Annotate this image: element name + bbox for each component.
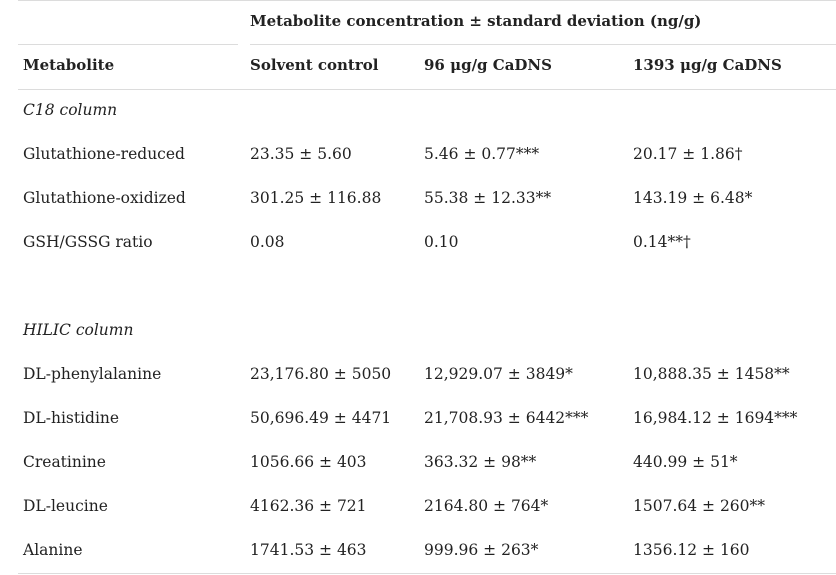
table-row-metabolite: GSH/GSSG ratio bbox=[23, 233, 153, 251]
table-cell: 5.46 ± 0.77*** bbox=[424, 145, 540, 163]
table-cell: 1056.66 ± 403 bbox=[250, 453, 367, 471]
table-cell: 1507.64 ± 260** bbox=[633, 497, 766, 515]
table-cell: 999.96 ± 263* bbox=[424, 541, 539, 559]
section-title-hilic: HILIC column bbox=[23, 321, 134, 339]
column-header-96-cadns: 96 μg/g CaDNS bbox=[424, 56, 552, 74]
table-cell: 23.35 ± 5.60 bbox=[250, 145, 352, 163]
table-cell: 440.99 ± 51* bbox=[633, 453, 738, 471]
table-cell: 1741.53 ± 463 bbox=[250, 541, 367, 559]
table-row-metabolite: Glutathione-oxidized bbox=[23, 189, 186, 207]
table-cell: 12,929.07 ± 3849* bbox=[424, 365, 573, 383]
table-row-metabolite: Alanine bbox=[23, 541, 83, 559]
section-title-c18: C18 column bbox=[23, 101, 118, 119]
table-row-metabolite: DL-leucine bbox=[23, 497, 108, 515]
table-cell: 21,708.93 ± 6442*** bbox=[424, 409, 589, 427]
table-cell: 0.10 bbox=[424, 233, 459, 251]
table-cell: 10,888.35 ± 1458** bbox=[633, 365, 790, 383]
bottom-rule bbox=[18, 573, 836, 574]
table-cell: 20.17 ± 1.86† bbox=[633, 145, 743, 163]
group-header-rule-right bbox=[250, 44, 836, 45]
table-cell: 4162.36 ± 721 bbox=[250, 497, 367, 515]
column-header-metabolite: Metabolite bbox=[23, 56, 115, 74]
table-cell: 301.25 ± 116.88 bbox=[250, 189, 382, 207]
table-row-metabolite: DL-histidine bbox=[23, 409, 120, 427]
column-header-solvent-control: Solvent control bbox=[250, 56, 379, 74]
table-row-metabolite: DL-phenylalanine bbox=[23, 365, 162, 383]
table-cell: 143.19 ± 6.48* bbox=[633, 189, 753, 207]
table-row-metabolite: Glutathione-reduced bbox=[23, 145, 185, 163]
table-cell: 1356.12 ± 160 bbox=[633, 541, 750, 559]
group-header-rule-left bbox=[18, 44, 238, 45]
table-cell: 0.08 bbox=[250, 233, 285, 251]
table-cell: 363.32 ± 98** bbox=[424, 453, 537, 471]
table-cell: 0.14**† bbox=[633, 233, 691, 251]
column-header-1393-cadns: 1393 μg/g CaDNS bbox=[633, 56, 782, 74]
super-header: Metabolite concentration ± standard deviation (ng/g) bbox=[250, 12, 702, 30]
header-bottom-rule bbox=[18, 89, 836, 90]
table-cell: 55.38 ± 12.33** bbox=[424, 189, 552, 207]
table-cell: 23,176.80 ± 5050 bbox=[250, 365, 392, 383]
table-cell: 16,984.12 ± 1694*** bbox=[633, 409, 798, 427]
table-row-metabolite: Creatinine bbox=[23, 453, 106, 471]
table-cell: 2164.80 ± 764* bbox=[424, 497, 549, 515]
top-rule bbox=[18, 0, 836, 1]
table-cell: 50,696.49 ± 4471 bbox=[250, 409, 392, 427]
